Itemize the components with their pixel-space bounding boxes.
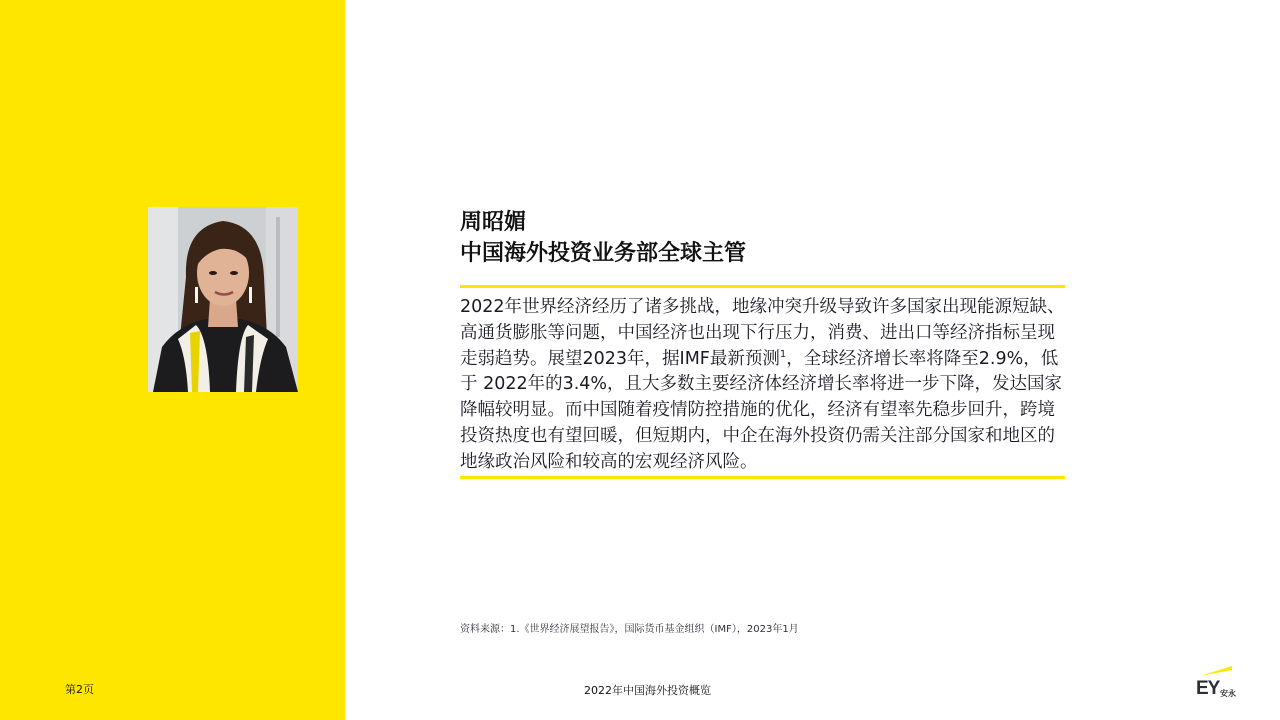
ey-beam-icon [1200,666,1232,676]
body-text-part-2: ，全球经济增长率将降至2.9%，低于 2022年的3.4%，且大多数主要经济体经济增长率将进一步下降，发达国家降幅较明显。而中国随着疫情防控措施的优化，经济有望率先稳步回升，跨境投资热度也有望回暖，但短期内，中企在海外投资仍需关注部分国家和地区的地缘政治风险和较高的宏观经济风险。 [460,348,1063,472]
ey-logo-letters: EY [1196,678,1220,699]
portrait-illustration-icon [148,207,298,392]
yellow-divider-bottom [460,476,1065,479]
ey-logo-chinese: 安永 [1220,689,1236,698]
person-title: 中国海外投资业务部全球主管 [460,241,747,266]
person-name: 周昭媚 [460,210,527,235]
body-paragraph [460,295,1072,476]
body-text-part-1: 2022年世界经济经历了诸多挑战，地缘冲突升级导致许多国家出现能源短缺、高通货膨胀等问题，中国经济也出现下行压力，消费、进出口等经济指标呈现走弱趋势。展望2023年，据IMF最新预测 [460,297,1065,369]
ey-logo [1196,666,1244,702]
footnote-reference: 1 [779,348,787,360]
source-footnote: 资料来源：1.《世界经济展望报告》，国际货币基金组织（IMF），2023年1月 [460,624,799,635]
yellow-divider-top [460,285,1065,288]
page-number: 第2页 [65,683,94,696]
footer-report-title: 2022年中国海外投资概览 [584,684,711,697]
portrait-photo [148,207,298,392]
